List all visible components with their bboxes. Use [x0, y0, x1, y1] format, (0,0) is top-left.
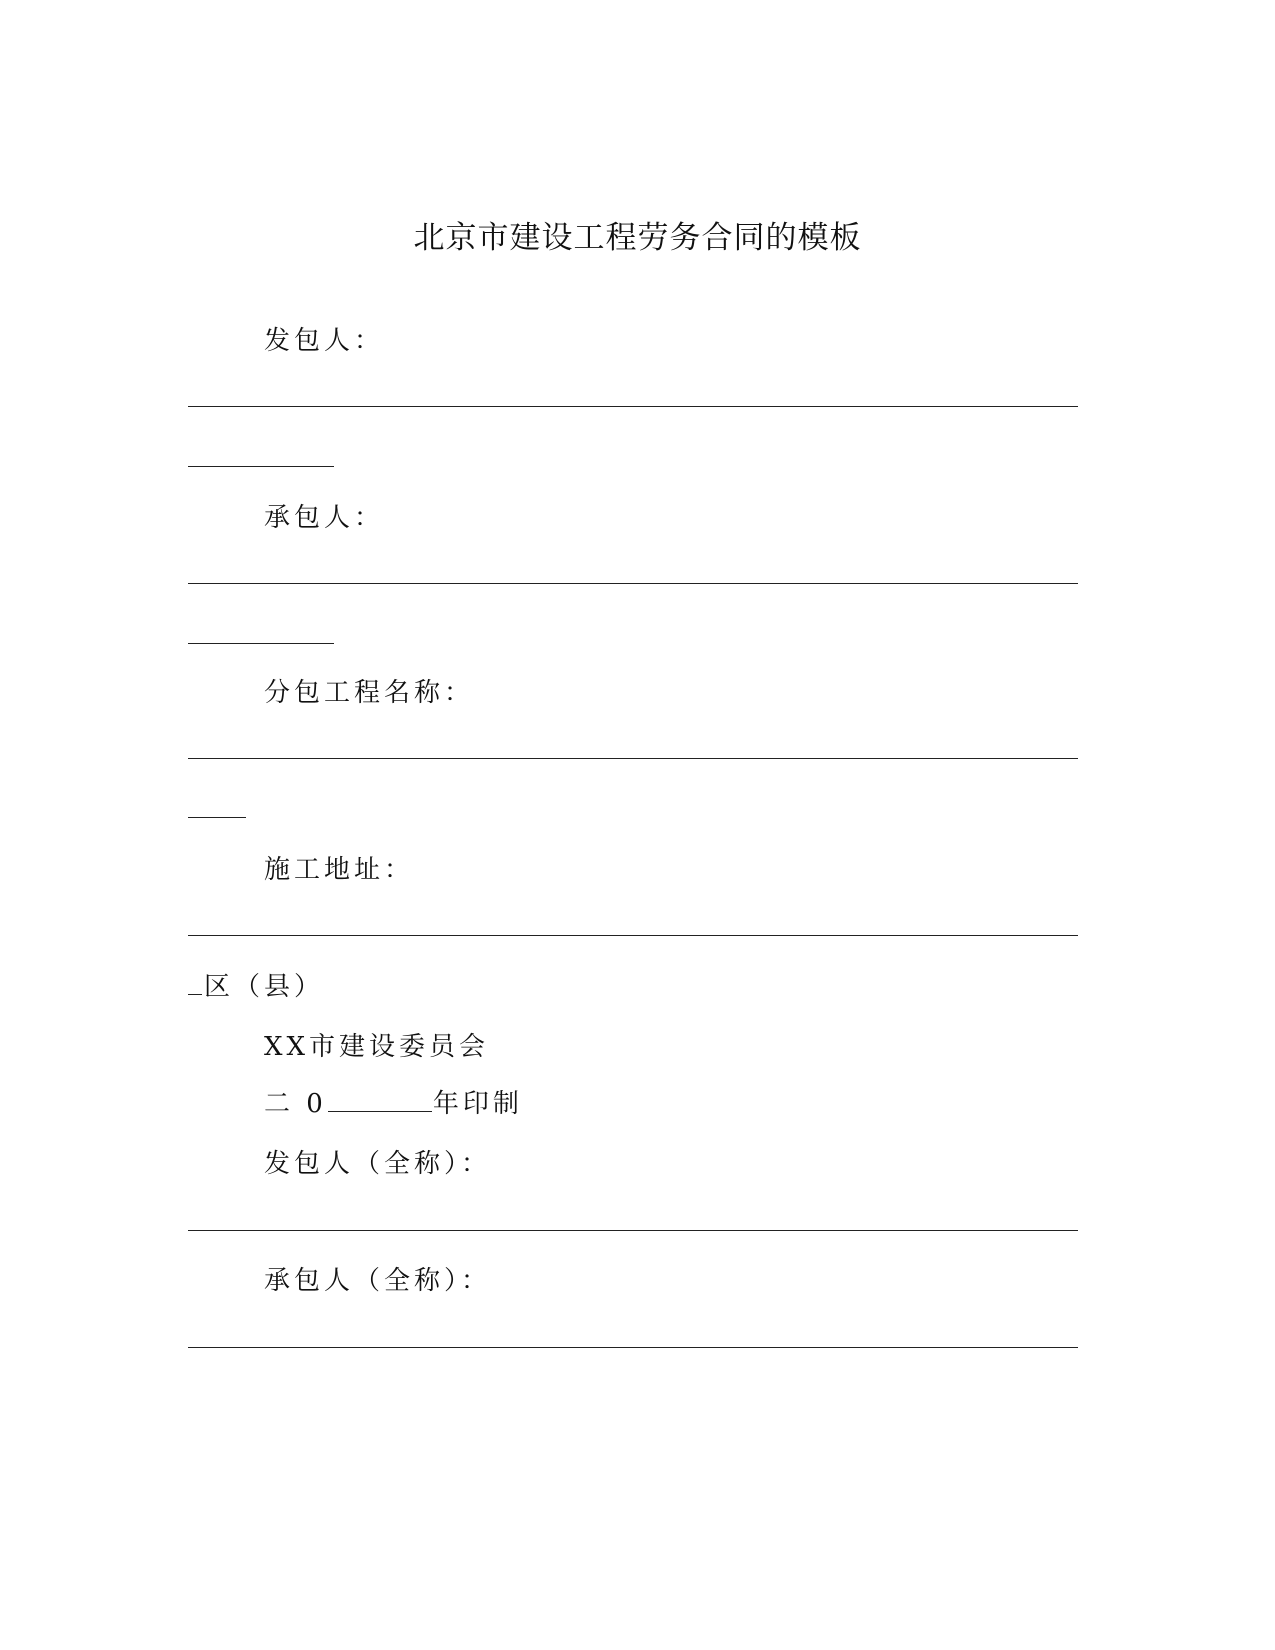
- contractor-blank-line-continued: [188, 466, 334, 467]
- subcontractor-blank-line: [188, 583, 1078, 584]
- document-title: 北京市建设工程劳务合同的模板: [413, 220, 862, 256]
- site-address-label: 施工地址：: [264, 855, 415, 885]
- contractor-blank-line: [188, 406, 1078, 407]
- contractor-full-blank-line: [188, 1230, 1078, 1231]
- contractor-full-label: 发包人（全称）：: [264, 1149, 492, 1179]
- project-name-label: 分包工程名称：: [264, 678, 475, 708]
- contractor-label: 发包人：: [264, 326, 385, 356]
- issuer-text: XX市建设委员会: [264, 1032, 490, 1062]
- subcontractor-blank-line-continued: [188, 643, 334, 644]
- print-year-suffix: 年印制: [432, 1089, 523, 1119]
- subcontractor-full-blank-line: [188, 1347, 1078, 1348]
- project-name-blank-line-continued: [188, 817, 246, 818]
- district-suffix: 区（县）: [204, 972, 325, 1002]
- subcontractor-label: 承包人：: [264, 503, 385, 533]
- site-address-blank-line: [188, 935, 1078, 936]
- project-name-blank-line: [188, 758, 1078, 759]
- subcontractor-full-label: 承包人（全称）：: [264, 1266, 492, 1296]
- district-blank: [188, 970, 202, 995]
- print-year-blank: [328, 1087, 432, 1112]
- print-year-line: [264, 1083, 523, 1120]
- print-year-prefix: 二 0: [264, 1089, 327, 1119]
- district-line: [188, 966, 324, 1003]
